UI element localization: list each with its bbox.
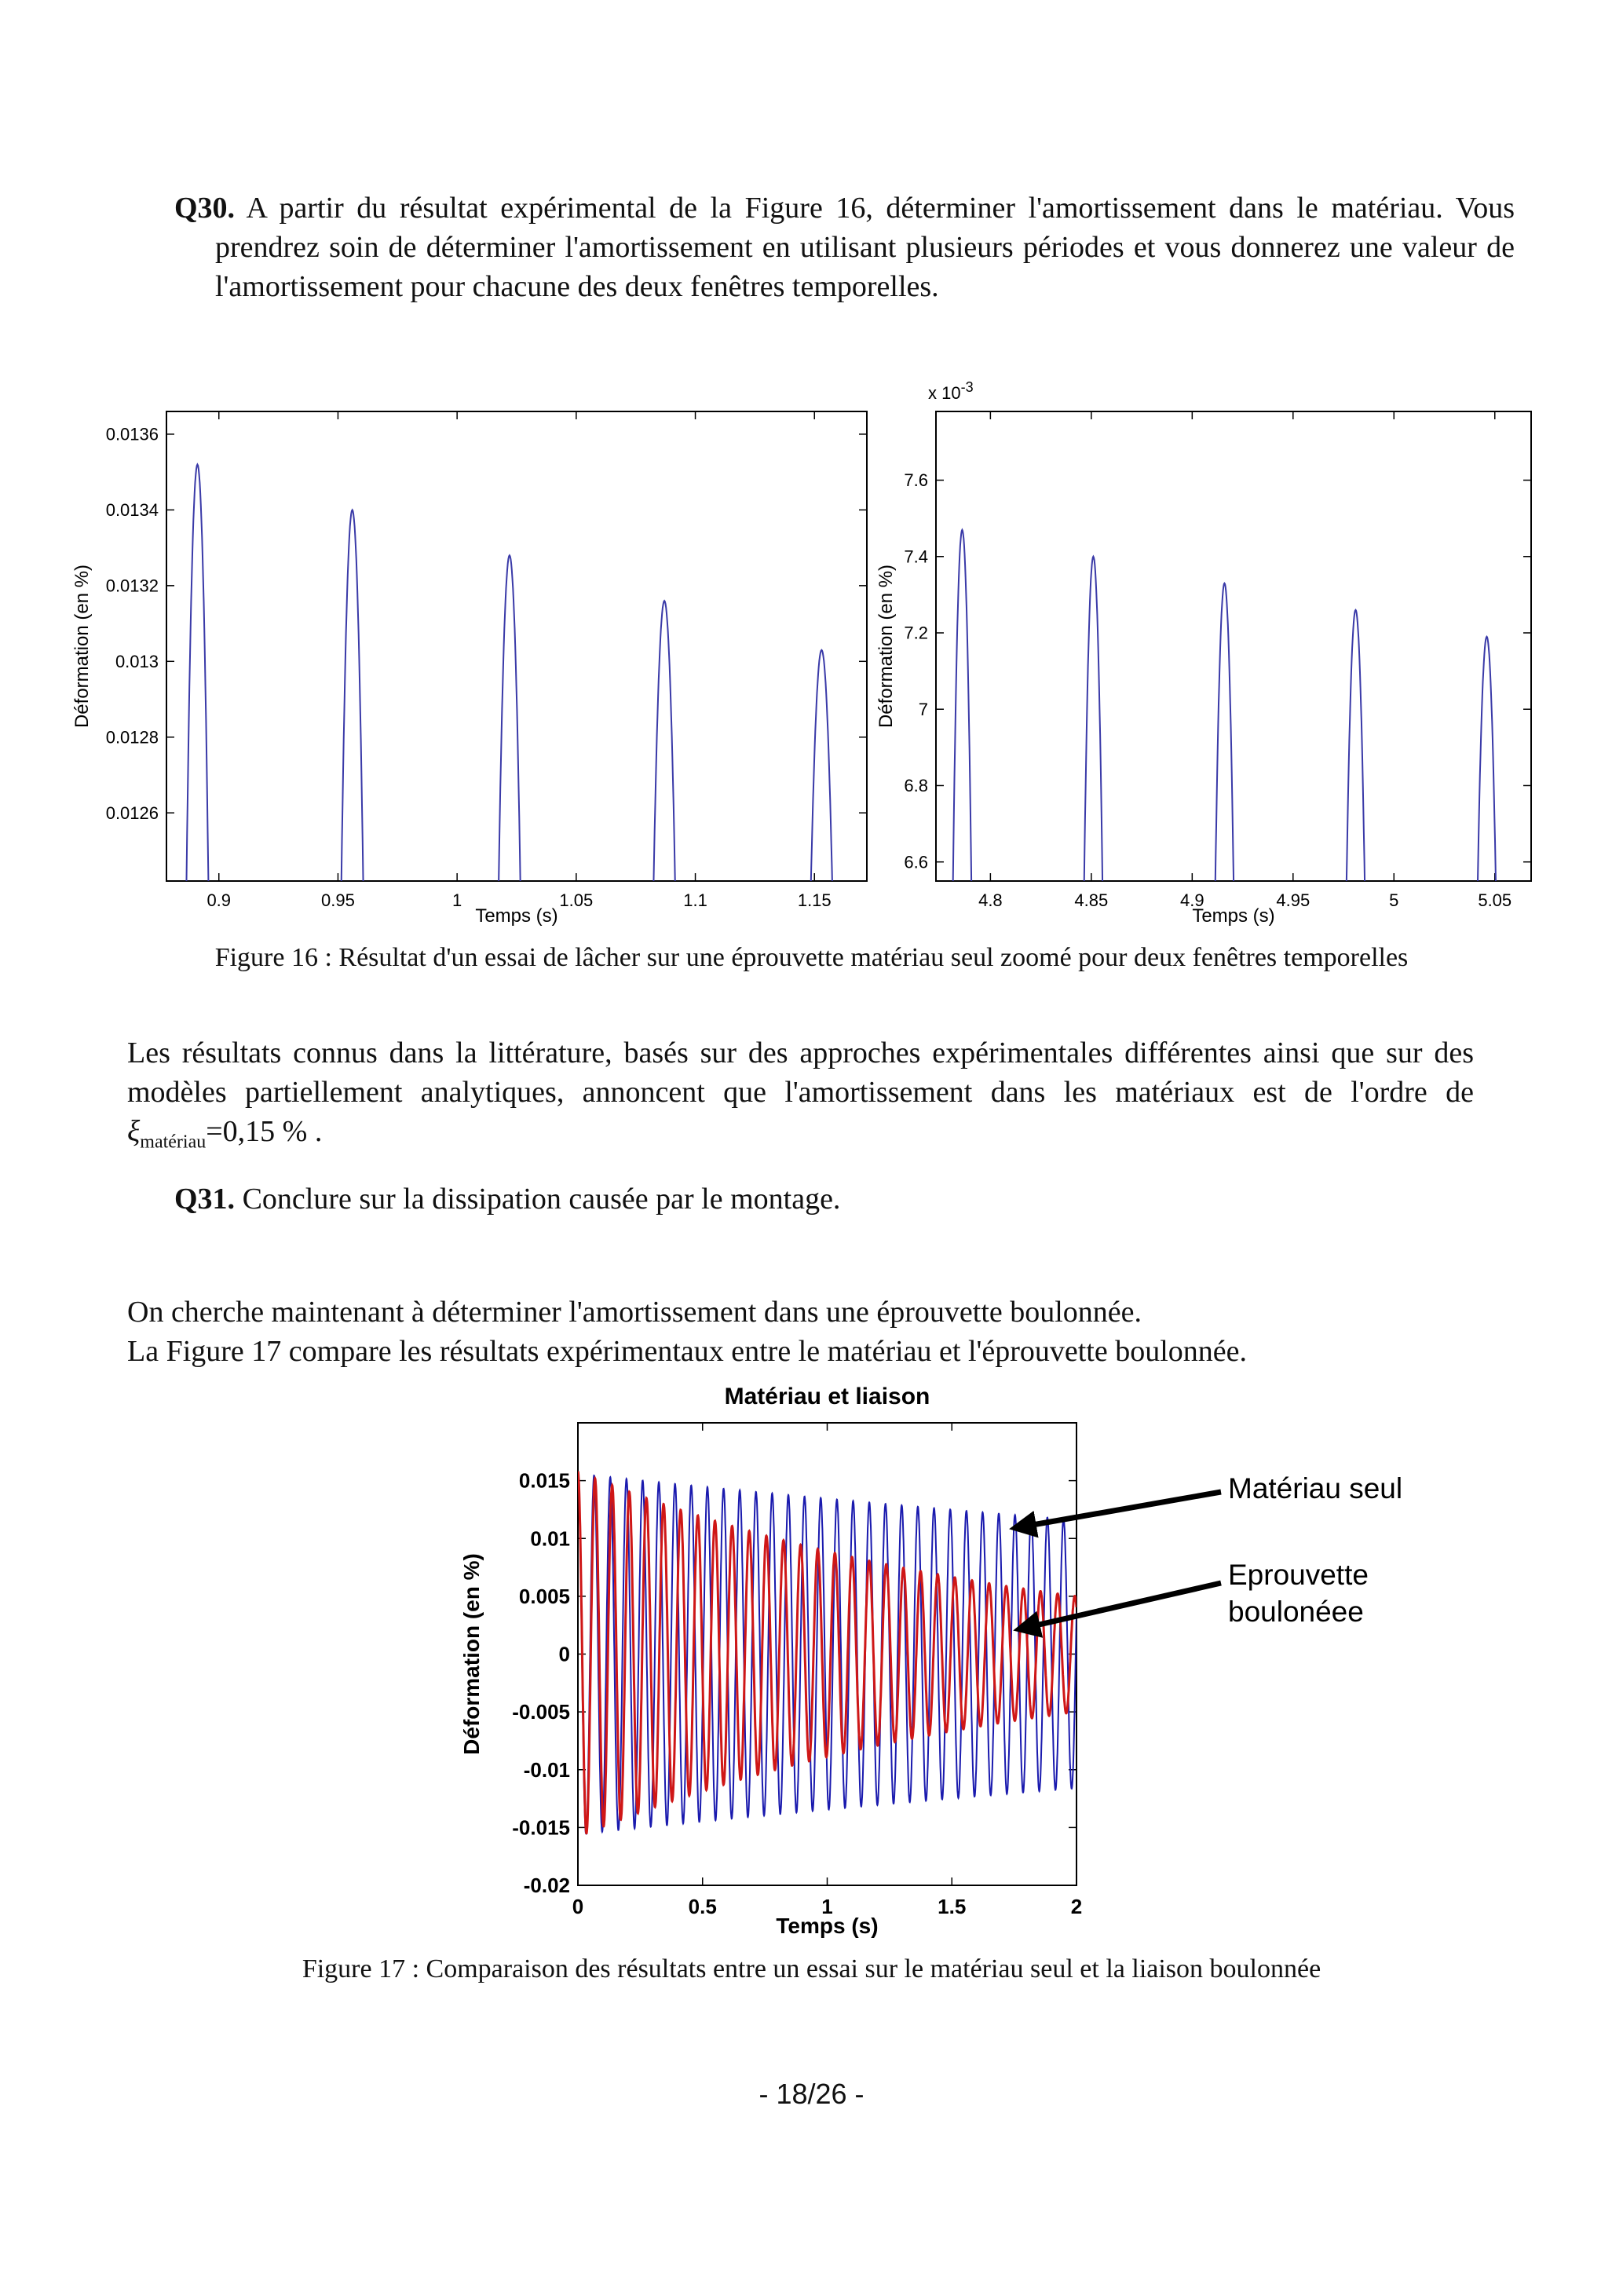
svg-text:7.6: 7.6 <box>904 470 928 491</box>
svg-text:Matériau et liaison: Matériau et liaison <box>724 1384 930 1409</box>
xi-value: =0,15 % . <box>206 1115 323 1148</box>
svg-text:1: 1 <box>452 890 462 910</box>
svg-text:Temps (s): Temps (s) <box>475 905 558 927</box>
annotation-line: Matériau seul <box>1228 1472 1403 1504</box>
svg-text:-0.01: -0.01 <box>523 1757 570 1782</box>
svg-text:1.05: 1.05 <box>559 890 594 910</box>
svg-text:Déformation (en %): Déformation (en %) <box>459 1553 484 1755</box>
annotation-line: Eprouvette <box>1228 1559 1369 1591</box>
svg-text:0.95: 0.95 <box>321 890 355 910</box>
figure16-left-chart <box>71 375 879 934</box>
svg-text:6.8: 6.8 <box>904 776 928 796</box>
svg-text:0.9: 0.9 <box>207 890 232 910</box>
svg-text:0.0132: 0.0132 <box>105 576 159 596</box>
q30-label: Q30. <box>174 192 236 225</box>
literature-text: Les résultats connus dans la littérature, basés sur des approches expérimentales différentes ainsi que sur des modèles partiellement analytiques, annoncent que l'amortissement dans les matériaux est de l'ordre de <box>127 1036 1474 1109</box>
svg-text:Déformation (en %): Déformation (en %) <box>875 564 897 729</box>
transition-line1: On cherche maintenant à déterminer l'amortissement dans une éprouvette boulonnée. <box>127 1296 1142 1329</box>
svg-text:Déformation (en %): Déformation (en %) <box>71 564 93 729</box>
page-number: - 18/26 - <box>758 2078 865 2110</box>
question-q31 <box>174 1179 1515 1219</box>
svg-text:6.6: 6.6 <box>904 852 928 872</box>
svg-text:-0.015: -0.015 <box>512 1815 570 1840</box>
svg-text:0.005: 0.005 <box>518 1584 570 1608</box>
xi-subscript: matériau <box>140 1132 207 1153</box>
svg-text:0.01: 0.01 <box>530 1526 570 1551</box>
svg-text:0.0128: 0.0128 <box>105 727 159 748</box>
literature-paragraph <box>127 1033 1474 1151</box>
svg-text:4.8: 4.8 <box>978 890 1003 910</box>
xi-symbol: ξ <box>127 1115 141 1148</box>
svg-text:2: 2 <box>1070 1895 1083 1918</box>
q31-label: Q31. <box>174 1183 236 1216</box>
svg-text:0.5: 0.5 <box>688 1895 717 1918</box>
figure17-caption: Figure 17 : Comparaison des résultats entre un essai sur le matériau seul et la liaison boulonnée <box>302 1954 1321 1983</box>
q31-text: Conclure sur la dissipation causée par le montage. <box>242 1183 841 1216</box>
svg-text:-0.005: -0.005 <box>512 1700 570 1724</box>
figure16-right-chart <box>875 375 1547 934</box>
svg-text:0: 0 <box>572 1895 584 1918</box>
svg-text:Temps (s): Temps (s) <box>1192 905 1275 927</box>
svg-text:0.013: 0.013 <box>115 651 159 671</box>
svg-text:-0.02: -0.02 <box>523 1874 570 1898</box>
question-q30 <box>174 188 1515 306</box>
svg-text:0: 0 <box>558 1642 570 1666</box>
svg-text:0.015: 0.015 <box>518 1468 570 1493</box>
svg-text:5: 5 <box>1389 890 1399 910</box>
annotation-materiau-seul <box>1228 1470 1402 1507</box>
annotation-eprouvette-boulonee <box>1228 1556 1369 1630</box>
svg-text:Temps (s): Temps (s) <box>776 1914 879 1938</box>
svg-text:7: 7 <box>918 699 928 719</box>
transition-line2: La Figure 17 compare les résultats expérimentaux entre le matériau et l'éprouvette boulonnée. <box>127 1335 1248 1368</box>
svg-text:4.9: 4.9 <box>1180 890 1204 910</box>
svg-text:1: 1 <box>821 1895 833 1918</box>
svg-text:5.05: 5.05 <box>1478 890 1512 910</box>
q30-text: A partir du résultat expérimental de la Figure 16, déterminer l'amortissement dans le matériau. Vous prendrez soin de déterminer l'amortissement en utilisant plusieurs périodes et vous donnerez une valeur de l'amortissement pour chacune des deux fenêtres temporelles. <box>215 192 1515 303</box>
svg-text:1.15: 1.15 <box>797 890 832 910</box>
svg-text:4.95: 4.95 <box>1276 890 1310 910</box>
svg-text:0.0126: 0.0126 <box>105 803 159 823</box>
svg-text:0.0136: 0.0136 <box>105 424 159 444</box>
figure17-chart <box>440 1366 1492 1951</box>
svg-text:0.0134: 0.0134 <box>105 500 159 521</box>
svg-text:7.2: 7.2 <box>904 623 928 643</box>
annotation-line: boulonéee <box>1228 1596 1364 1628</box>
svg-text:x 10-3: x $10^{-3}$ <box>928 379 974 403</box>
figure16-caption: Figure 16 : Résultat d'un essai de lâcher sur une éprouvette matériau seul zoomé pour deux fenêtres temporelles <box>214 943 1409 972</box>
svg-text:7.4: 7.4 <box>904 547 928 567</box>
svg-text:1.5: 1.5 <box>938 1895 967 1918</box>
svg-text:1.1: 1.1 <box>683 890 707 910</box>
svg-text:4.85: 4.85 <box>1074 890 1109 910</box>
